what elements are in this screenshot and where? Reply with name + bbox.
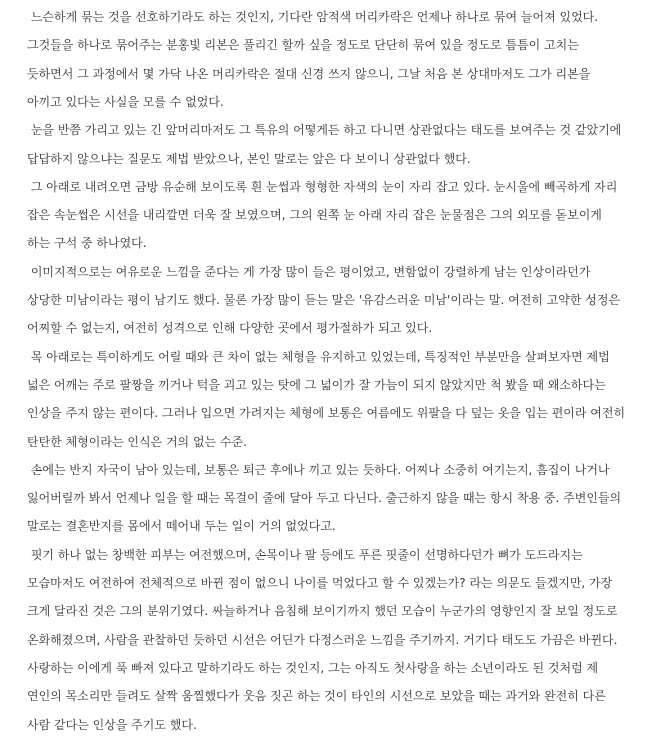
text-line: 그것들을 하나로 묶어주는 분홍빛 리본은 풀리긴 할까 싶을 정도로 단단히 묶여 있을 정도로 틈틈이 고치는 xyxy=(27,38,579,53)
text-line: 핏기 하나 없는 창백한 피부는 여전했으며, 손목이나 팔 등에도 푸른 핏줄이 선명하다던가 뼈가 도드라지는 xyxy=(27,547,583,562)
text-line: 말로는 결혼반지를 몸에서 떼어내 두는 일이 거의 없었다고. xyxy=(27,519,336,534)
text-line: 넓은 어깨는 주로 팔짱을 끼거나 턱을 괴고 있는 탓에 그 넓이가 잘 가늠이 되지 않았지만 척 봤을 때 왜소하다는 xyxy=(27,377,606,392)
text-line: 잡은 속눈썹은 시선을 내리깔면 더욱 잘 보였으며, 그의 왼쪽 눈 아래 자리 잡은 눈물점은 그의 외모를 돋보이게 xyxy=(27,208,602,223)
text-line: 하는 구석 중 하나였다. xyxy=(27,236,147,251)
text-line: 사랑하는 이에게 푹 빠져 있다고 말하기라도 하는 것인지, 그는 아직도 첫사랑을 하는 소년이라도 된 것처럼 제 xyxy=(27,660,599,675)
text-line: 연인의 목소리만 들려도 살짝 움찔했다가 웃음 짓곤 하는 것이 타인의 시선으로 보았을 때는 과거와 완전히 다른 xyxy=(27,689,606,704)
text-line: 그 아래로 내려오면 금방 유순해 보이도록 흰 눈썹과 형형한 자색의 눈이 자리 잡고 있다. 눈시울에 빼곡하게 자리 xyxy=(27,179,618,194)
text-line: 어찌할 수 없는지, 여전히 성격으로 인해 다양한 곳에서 평가절하가 되고 있다. xyxy=(27,321,433,336)
text-line: 탄탄한 체형이라는 인식은 거의 없는 수준. xyxy=(27,434,247,449)
text-line: 크게 달라진 것은 그의 분위기였다. 싸늘하거나 음침해 보이기까지 했던 모습이 누군가의 영향인지 잘 보일 정도로 xyxy=(27,604,618,619)
text-line: 듯하면서 그 과정에서 몇 가닥 나온 머리카락은 절대 신경 쓰지 않으니, 그날 처음 본 상대마저도 그가 리본을 xyxy=(27,66,591,81)
text-line: 목 아래로는 특이하게도 어릴 때와 큰 차이 없는 체형을 유지하고 있었는데, 특징적인 부분만을 살펴보자면 제법 xyxy=(27,349,610,364)
text-line: 온화해졌으며, 사람을 관찰하던 듯하던 시선은 어딘가 다정스러운 느낌을 주기까지. 거기다 태도도 가끔은 바뀐다. xyxy=(27,632,618,647)
text-line: 아끼고 있다는 사실을 모를 수 없었다. xyxy=(27,94,224,109)
text-line: 느슨하게 묶는 것을 선호하기라도 하는 것인지, 기다란 암적색 머리카락은 언제나 하나로 묶여 늘어져 있었다. xyxy=(27,10,599,24)
text-line: 눈을 반쯤 가리고 있는 긴 앞머리마저도 그 특유의 어떻게든 하고 다니면 상관없다는 태도를 보여주는 것 같았기에 xyxy=(27,123,622,138)
text-line: 잃어버릴까 봐서 언제나 일을 할 때는 목걸이 줄에 달아 두고 다닌다. 출근하지 않을 때는 항시 착용 중. 주변인들의 xyxy=(27,491,622,506)
text-line: 답답하지 않으냐는 질문도 제법 받았으나, 본인 말로는 앞은 다 보이니 상관없다 했다. xyxy=(27,151,471,166)
text-line: 인상을 주지 않는 편이다. 그러나 입으면 가려지는 체형에 보통은 여름에도 위팔을 다 덮는 옷을 입는 편이라 여전히 xyxy=(27,406,626,421)
text-line: 모습마저도 여전하여 전체적으로 바뀐 점이 없으니 나이를 먹었다고 할 수 있겠는가? 라는 의문도 들겠지만, 가장 xyxy=(27,576,613,590)
text-line: 사람 같다는 인상을 주기도 했다. xyxy=(27,717,197,732)
text-line: 이미지적으로는 여유로운 느낌을 준다는 게 가장 많이 들은 평이었고, 변함없이 강렬하게 남는 인상이라던가 xyxy=(27,264,591,279)
text-line: 손에는 반지 자국이 남아 있는데, 보통은 퇴근 후에나 끼고 있는 듯하다. 어찌나 소중히 여기는지, 흠집이 나거나 xyxy=(27,462,610,477)
text-line: 상당한 미남이라는 평이 남기도 했다. 물론 가장 많이 듣는 말은 '유감스러운 미남'이라는 말. 여전히 고약한 성정은 xyxy=(27,293,621,307)
